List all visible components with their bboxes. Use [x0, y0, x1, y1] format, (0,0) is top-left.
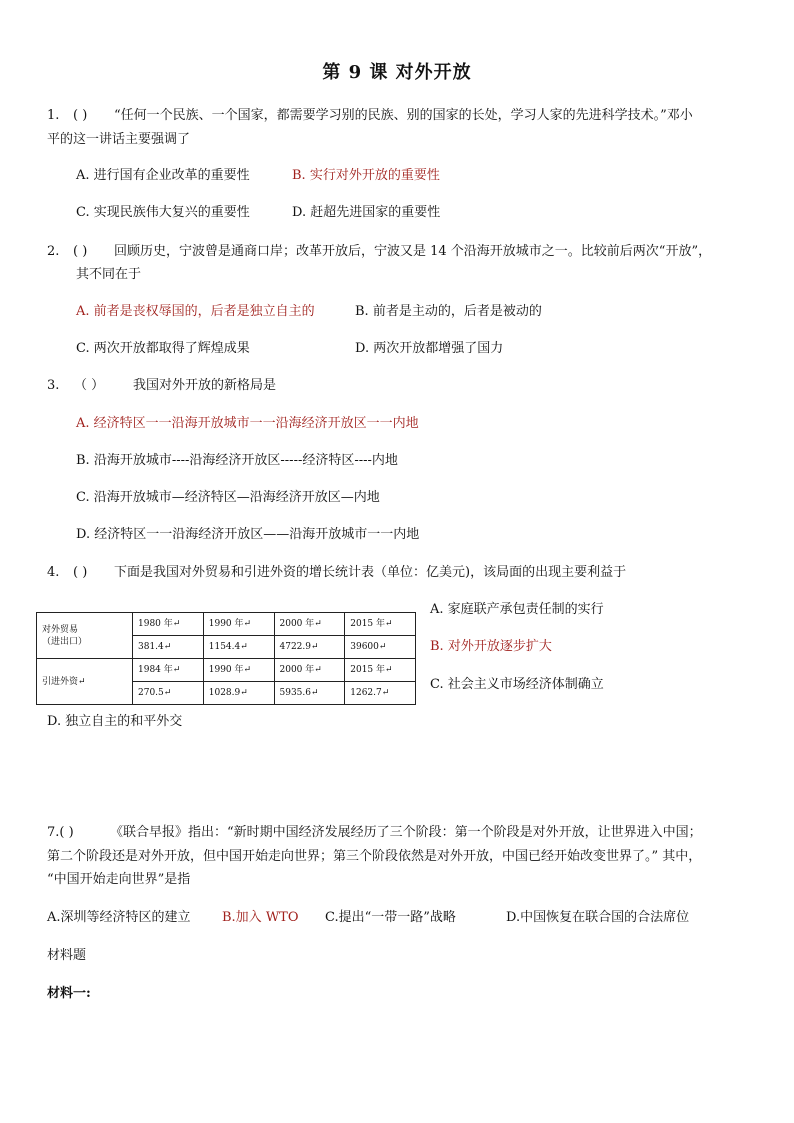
- q2-option-d: D. 两次开放都增强了国力: [355, 341, 504, 356]
- table-cell: 2015 年↵: [345, 659, 416, 682]
- q4-option-b: B. 对外开放逐步扩大: [430, 639, 552, 654]
- q1-option-d: D. 赶超先进国家的重要性: [292, 205, 441, 220]
- q7-stem-line2: 第二个阶段还是对外开放，但中国开始走向世界；第三个阶段依然是对外开放，中国已经开始改变世界了。” 其中，: [47, 849, 702, 864]
- q3-option-c: C. 沿海开放城市—经济特区—沿海经济开放区—内地: [76, 490, 380, 505]
- q2-stem-line2: 其不同在于: [76, 267, 142, 282]
- q3-option-b: B. 沿海开放城市----沿海经济开放区-----经济特区----内地: [76, 453, 398, 468]
- q7-stem-line3: “中国开始走向世界”是指: [47, 872, 191, 887]
- q7-stem-line1: 《联合早报》指出：“新时期中国经济发展经历了三个阶段：第一个阶段是对外开放，让世界进入中国；: [110, 825, 702, 840]
- q4-option-a: A. 家庭联产承包责任制的实行: [430, 602, 604, 617]
- q3-option-a: A. 经济特区一一沿海开放城市一一沿海经济开放区一一内地: [76, 416, 419, 431]
- q7-option-c: C.提出“一带一路”战略: [325, 910, 456, 925]
- invest-label-cell: 引进外资↵: [37, 659, 133, 705]
- table-cell: 1262.7↵: [345, 682, 416, 705]
- table-cell: 270.5↵: [133, 682, 204, 705]
- table-cell: 1154.4↵: [203, 636, 274, 659]
- q4-option-d: D. 独立自主的和平外交: [47, 714, 183, 729]
- table-cell: 2015 年↵: [345, 613, 416, 636]
- table-cell: 1980 年↵: [133, 613, 204, 636]
- q1-stem-line1: “任何一个民族、一个国家，都需要学习别的民族、别的国家的长处，学习人家的先进科学技术。”邓小: [114, 108, 693, 123]
- q7-number: 7.( ): [47, 825, 74, 840]
- q4-number: 4.: [47, 565, 60, 580]
- table-cell: 5935.6↵: [274, 682, 345, 705]
- q2-option-a: A. 前者是丧权辱国的，后者是独立自主的: [76, 304, 315, 319]
- q2-option-b: B. 前者是主动的，后者是被动的: [355, 304, 542, 319]
- trade-label-cell: [37, 613, 133, 659]
- q7-option-b: B.加入 WTO: [222, 910, 299, 925]
- q3-option-d: D. 经济特区一一沿海经济开放区——沿海开放城市一一内地: [76, 527, 420, 542]
- q1-number: 1.: [47, 108, 60, 123]
- q1-option-c: C. 实现民族伟大复兴的重要性: [76, 205, 250, 220]
- q4-option-c: C. 社会主义市场经济体制确立: [430, 677, 604, 692]
- trade-label-sub: （进出口）: [42, 636, 88, 647]
- q2-option-c: C. 两次开放都取得了辉煌成果: [76, 341, 250, 356]
- statistics-table: [36, 612, 416, 705]
- q2-stem-line1: 回顾历史，宁波曾是通商口岸；改革开放后，宁波又是 14 个沿海开放城市之一。比较前后两次“开放”，: [114, 244, 712, 259]
- table-cell: 2000 年↵: [274, 613, 345, 636]
- q3-number: 3.: [47, 378, 60, 393]
- material-one-label: 材料一:: [47, 986, 91, 1001]
- q1-option-b: B. 实行对外开放的重要性: [292, 168, 440, 183]
- q3-answer-blank: （ ）: [74, 378, 105, 393]
- table-cell: 1028.9↵: [203, 682, 274, 705]
- table-row: [37, 659, 416, 682]
- q4-answer-blank: ( ): [73, 565, 88, 580]
- table-cell: 39600↵: [345, 636, 416, 659]
- table-cell: 1984 年↵: [133, 659, 204, 682]
- q4-stem: 下面是我国对外贸易和引进外资的增长统计表（单位：亿美元)，该局面的出现主要利益于: [114, 565, 627, 580]
- section-heading: 材料题: [47, 948, 87, 963]
- q1-stem-line2: 平的这一讲话主要强调了: [47, 132, 191, 147]
- q1-option-a: A. 进行国有企业改革的重要性: [76, 168, 250, 183]
- table-cell: 1990 年↵: [203, 659, 274, 682]
- q2-number: 2.: [47, 244, 60, 259]
- q7-option-d: D.中国恢复在联合国的合法席位: [506, 910, 690, 925]
- table-cell: 381.4↵: [133, 636, 204, 659]
- table-row: [37, 613, 416, 636]
- table-cell: 2000 年↵: [274, 659, 345, 682]
- page-title: 第 9 课 对外开放: [322, 62, 472, 83]
- table-cell: 4722.9↵: [274, 636, 345, 659]
- q1-answer-blank: ( ): [73, 108, 88, 123]
- table-cell: 1990 年↵: [203, 613, 274, 636]
- q7-option-a: A.深圳等经济特区的建立: [47, 910, 191, 925]
- q2-answer-blank: ( ): [73, 244, 88, 259]
- q3-stem: 我国对外开放的新格局是: [133, 378, 277, 393]
- trade-label: 对外贸易: [42, 624, 79, 635]
